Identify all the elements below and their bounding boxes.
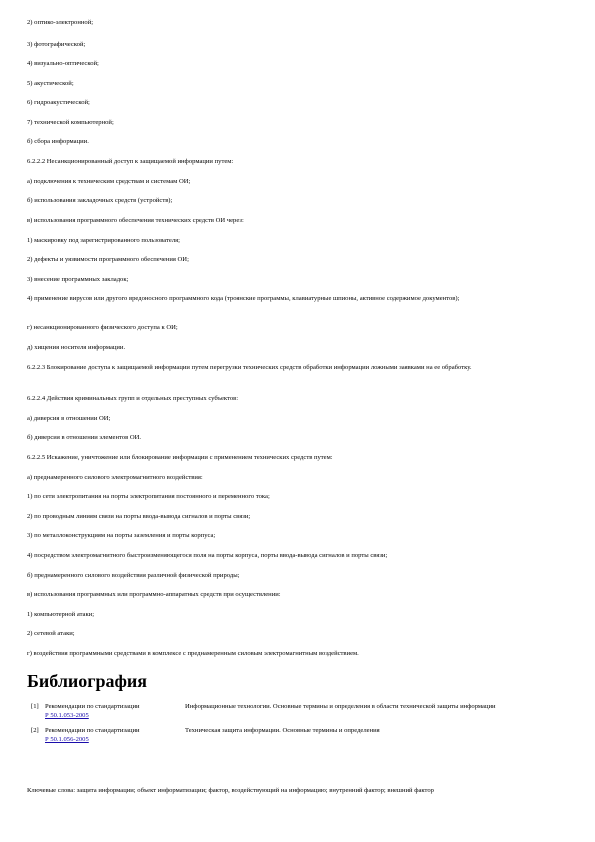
list-item: 3) по металлоконструкциям на порты заземления и порты корпуса;	[27, 532, 216, 539]
list-item: 6) гидроакустической;	[27, 99, 90, 106]
list-item: 7) технической компьютерной;	[27, 119, 114, 126]
bibliography-source	[45, 702, 205, 720]
section-paragraph: 6.2.2.4 Действия криминальных групп и отдельных преступных субъектов:	[27, 395, 239, 402]
list-item: 2) по проводным линиям связи на порты ввода-вывода сигналов и порты связи;	[27, 513, 251, 520]
list-item: б) диверсия в отношении элементов ОИ.	[27, 434, 142, 441]
list-item: а) диверсия в отношении ОИ;	[27, 415, 111, 422]
list-item: 1) компьютерной атаки;	[27, 611, 95, 618]
list-item: 4) посредством электромагнитного быстроизменяющегося поля на порты корпуса, порты ввода-вывода сигналов и порты связи;	[27, 552, 388, 559]
list-item: д) хищения носителя информации.	[27, 344, 126, 351]
section-paragraph: 6.2.2.2 Несанкционированный доступ к защищаемой информации путем:	[27, 158, 234, 165]
bibliography-entry	[27, 726, 572, 748]
list-item: 4) применение вирусов или другого вредоносного программного кода (троянские программы, клавиатурные шпионы, активное содержимое документов);	[27, 295, 460, 302]
section-paragraph: 6.2.2.5 Искажение, уничтожение или блокирование информации с применением технических средств путем:	[27, 454, 333, 461]
list-item: 2) дефекты и уязвимости программного обеспечения ОИ;	[27, 256, 189, 263]
list-item: 1) по сети электропитания на порты электропитания постоянного и переменного тока;	[27, 493, 270, 500]
list-item: б) сбора информации.	[27, 138, 89, 145]
list-item: б) преднамеренного силового воздействия различной физической природы;	[27, 572, 240, 579]
bibliography-source-type: Рекомендации по стандартизации	[45, 727, 140, 734]
list-item: г) несанкционированного физического доступа к ОИ;	[27, 324, 178, 331]
list-item: 1) маскировку под зарегистрированного пользователя;	[27, 237, 180, 244]
list-item: 2) сетевой атаки;	[27, 630, 75, 637]
list-item: а) преднамеренного силового электромагнитного воздействия:	[27, 474, 203, 481]
bibliography-source-link[interactable]: Р 50.1.053-2005	[45, 712, 89, 719]
list-item: б) использования закладочных средств (устройств);	[27, 197, 173, 204]
bibliography-source-type: Рекомендации по стандартизации	[45, 703, 140, 710]
bibliography-title: Техническая защита информации. Основные термины и определения	[185, 727, 380, 734]
list-item: в) использования программных или программно-аппаратных средств при осуществлении:	[27, 591, 281, 598]
bibliography-number: [1]	[31, 703, 39, 710]
bibliography-number: [2]	[31, 727, 39, 734]
bibliography-source	[45, 726, 205, 744]
list-item: 3) фотографической;	[27, 41, 86, 48]
list-item: г) воздействия программными средствами в комплексе с преднамеренным силовым электромагнитным воздействием.	[27, 650, 359, 657]
list-item: 3) внесение программных закладок;	[27, 276, 129, 283]
keywords-text: Ключевые слова: защита информации; объект информатизации; фактор, воздействующий на информацию; внутренний фактор; внешний фактор	[27, 787, 434, 794]
list-item: 4) визуально-оптической;	[27, 60, 99, 67]
list-item: а) подключения к техническим средствам и системам ОИ;	[27, 178, 191, 185]
list-item: в) использования программного обеспечения технических средств ОИ через:	[27, 217, 244, 224]
bibliography-entry	[27, 702, 572, 724]
section-paragraph: 6.2.2.3 Блокирование доступа к защищаемой информации путем перегрузки технических средств обработки информации ложными заявками на ее обработку.	[27, 364, 472, 371]
list-item: 5) акустической;	[27, 80, 74, 87]
bibliography-source-link[interactable]: Р 50.1.056-2005	[45, 736, 89, 743]
bibliography-title: Информационные технологии. Основные термины и определения в области технической защиты информации	[185, 703, 496, 710]
bibliography-heading: Библиография	[27, 671, 148, 691]
list-item: 2) оптико-электронной;	[27, 19, 94, 26]
